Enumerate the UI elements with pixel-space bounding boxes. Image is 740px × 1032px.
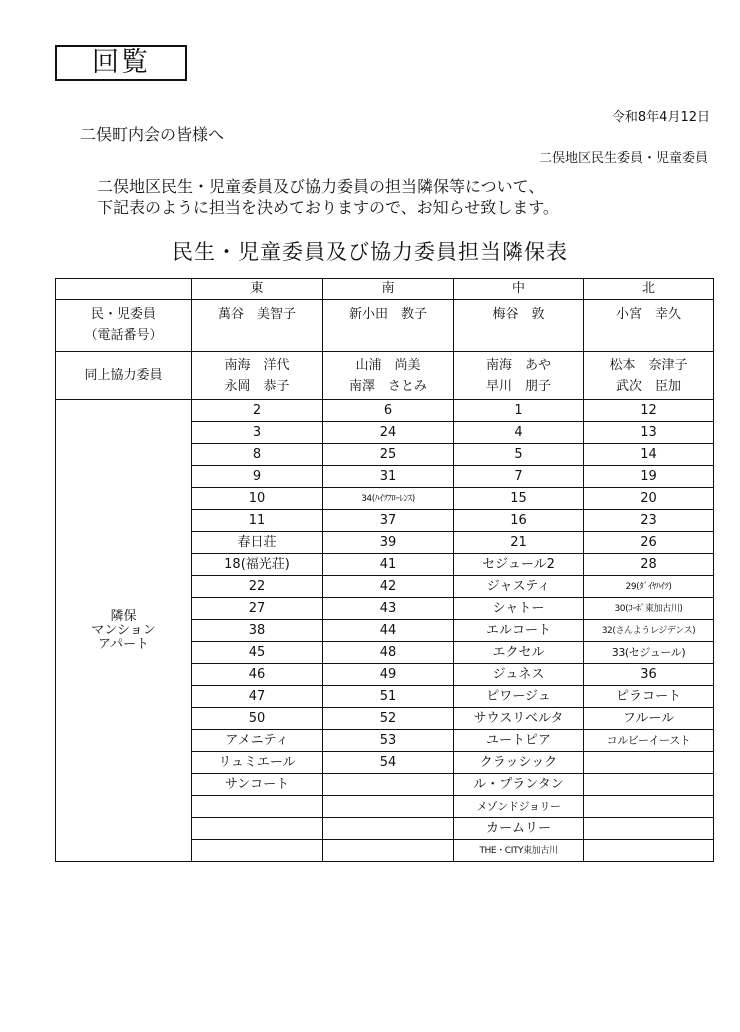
area-cell-north [584,840,714,862]
area-cell-east: リュミエール [192,752,323,774]
cooperators-center [454,352,584,400]
area-cell-east: 50 [192,708,323,730]
area-category-label-line: アパート [98,636,149,652]
area-category-label [56,400,192,862]
cooperator-row [56,352,714,400]
area-cell-north: 36 [584,664,714,686]
area-cell-east: 春日荘 [192,532,323,554]
committee-label [56,300,192,352]
notice-body [97,176,559,218]
notice-line-2: 下記表のように担当を決めておりますので、お知らせ致します。 [97,198,559,217]
area-cell-east: 22 [192,576,323,598]
area-cell-south [323,840,454,862]
area-cell-center: ピワージュ [454,686,584,708]
area-cell-north: 28 [584,554,714,576]
area-cell-north [584,818,714,840]
area-cell-south: 53 [323,730,454,752]
area-cell-north: 23 [584,510,714,532]
document-date: 令和8年4月12日 [611,110,710,125]
area-cell-north: 14 [584,444,714,466]
area-cell-north: 33(セジュール) [584,642,714,664]
area-cell-east: 18(福光荘) [192,554,323,576]
area-cell-center: 7 [454,466,584,488]
area-cell-east: 46 [192,664,323,686]
committee-row [56,300,714,352]
area-cell-south [323,818,454,840]
area-cell-center: 21 [454,532,584,554]
area-cell-east [192,840,323,862]
area-cell-east [192,796,323,818]
area-cell-north: 26 [584,532,714,554]
area-cell-center: ジャスティ [454,576,584,598]
cooperator-name: 早川 朋子 [485,378,551,394]
area-cell-south: 39 [323,532,454,554]
area-cell-south: 48 [323,642,454,664]
addressee: 二俣町内会の皆様へ [80,125,225,144]
area-cell-south: 31 [323,466,454,488]
committee-label-line-2: （電話番号） [84,328,163,343]
area-cell-south [323,796,454,818]
area-cell-east: アメニティ [192,730,323,752]
cooperator-name: 松本 奈津子 [609,357,688,373]
area-cell-center: カームリー [454,818,584,840]
cooperator-name: 永岡 恭子 [224,378,290,394]
committee-east: 萬谷 美智子 [192,300,323,352]
cooperator-name: 南海 洋代 [224,357,290,373]
area-cell-south: 25 [323,444,454,466]
area-cell-south: 6 [323,400,454,422]
area-cell-north: 29(ﾀﾞｲﾔﾊｲﾂ) [584,576,714,598]
cooperator-name: 武次 臣加 [615,378,681,394]
area-cell-center: THE・CITY東加古川 [454,840,584,862]
area-cell-east: 3 [192,422,323,444]
area-cell-center: シャトー [454,598,584,620]
area-cell-center: 5 [454,444,584,466]
committee-south: 新小田 教子 [323,300,454,352]
area-cell-north: 19 [584,466,714,488]
area-cell-north: 13 [584,422,714,444]
area-cell-south: 52 [323,708,454,730]
area-cell-center: エクセル [454,642,584,664]
area-cell-center: 16 [454,510,584,532]
sender: 二俣地区民生委員・児童委員 [538,151,708,166]
area-cell-north: コルビーイースト [584,730,714,752]
cooperators-north [584,352,714,400]
area-cell-south: 41 [323,554,454,576]
notice-line-1: 二俣地区民生・児童委員及び協力委員の担当隣保等について、 [97,177,545,196]
area-cell-south: 44 [323,620,454,642]
area-cell-east: 47 [192,686,323,708]
area-cell-center: ユートピア [454,730,584,752]
area-cell-center: メゾンドジョリー [454,796,584,818]
area-cell-center: ル・プランタン [454,774,584,796]
area-cell-north: ピラコート [584,686,714,708]
assignment-table [55,278,714,862]
area-cell-center: セジュール2 [454,554,584,576]
area-cell-east: 27 [192,598,323,620]
area-cell-center: 15 [454,488,584,510]
area-cell-center: クラッシック [454,752,584,774]
area-cell-east: 8 [192,444,323,466]
table-title: 民生・児童委員及び協力委員担当隣保表 [172,240,568,264]
column-header-north: 北 [584,279,714,300]
header-row [56,279,714,300]
area-cell-center: サウスリベルタ [454,708,584,730]
area-cell-center: 4 [454,422,584,444]
area-cell-north [584,774,714,796]
area-cell-east: 9 [192,466,323,488]
committee-center: 梅谷 敦 [454,300,584,352]
cooperator-name: 南澤 さとみ [348,378,427,394]
area-category-label-line: 隣保 [110,608,137,624]
area-cell-south: 37 [323,510,454,532]
area-cell-north: 30(ｺｰﾎﾟ東加古川) [584,598,714,620]
column-header-south: 南 [323,279,454,300]
column-header-center: 中 [454,279,584,300]
area-cell-south [323,774,454,796]
area-row [56,400,714,422]
area-cell-south: 43 [323,598,454,620]
cooperator-name: 山浦 尚美 [355,357,421,373]
cooperator-name: 南海 あや [485,357,551,373]
area-cell-south: 42 [323,576,454,598]
cooperators-east [192,352,323,400]
committee-label-line-1: 民・児委員 [90,307,156,322]
area-cell-east: 2 [192,400,323,422]
area-cell-south: 49 [323,664,454,686]
area-cell-center: 1 [454,400,584,422]
kairan-heading: 回覧 [55,45,187,81]
area-cell-south: 34(ﾊｲﾂﾌﾛｰﾚﾝｽ) [323,488,454,510]
area-cell-east: 10 [192,488,323,510]
area-cell-north: 32(さんようレジデンス) [584,620,714,642]
area-cell-north [584,752,714,774]
area-cell-north: 12 [584,400,714,422]
area-cell-south: 24 [323,422,454,444]
area-category-label-line: マンション [91,622,156,638]
area-cell-south: 54 [323,752,454,774]
corner-cell [56,279,192,300]
area-cell-north [584,796,714,818]
area-cell-east: 45 [192,642,323,664]
area-cell-south: 51 [323,686,454,708]
area-cell-center: ジュネス [454,664,584,686]
cooperators-south [323,352,454,400]
area-cell-east: 11 [192,510,323,532]
area-cell-east: サンコート [192,774,323,796]
cooperator-label: 同上協力委員 [56,352,192,400]
area-cell-east [192,818,323,840]
area-cell-north: 20 [584,488,714,510]
area-cell-east: 38 [192,620,323,642]
committee-north: 小宮 幸久 [584,300,714,352]
area-cell-north: フルール [584,708,714,730]
column-header-east: 東 [192,279,323,300]
area-cell-center: エルコート [454,620,584,642]
